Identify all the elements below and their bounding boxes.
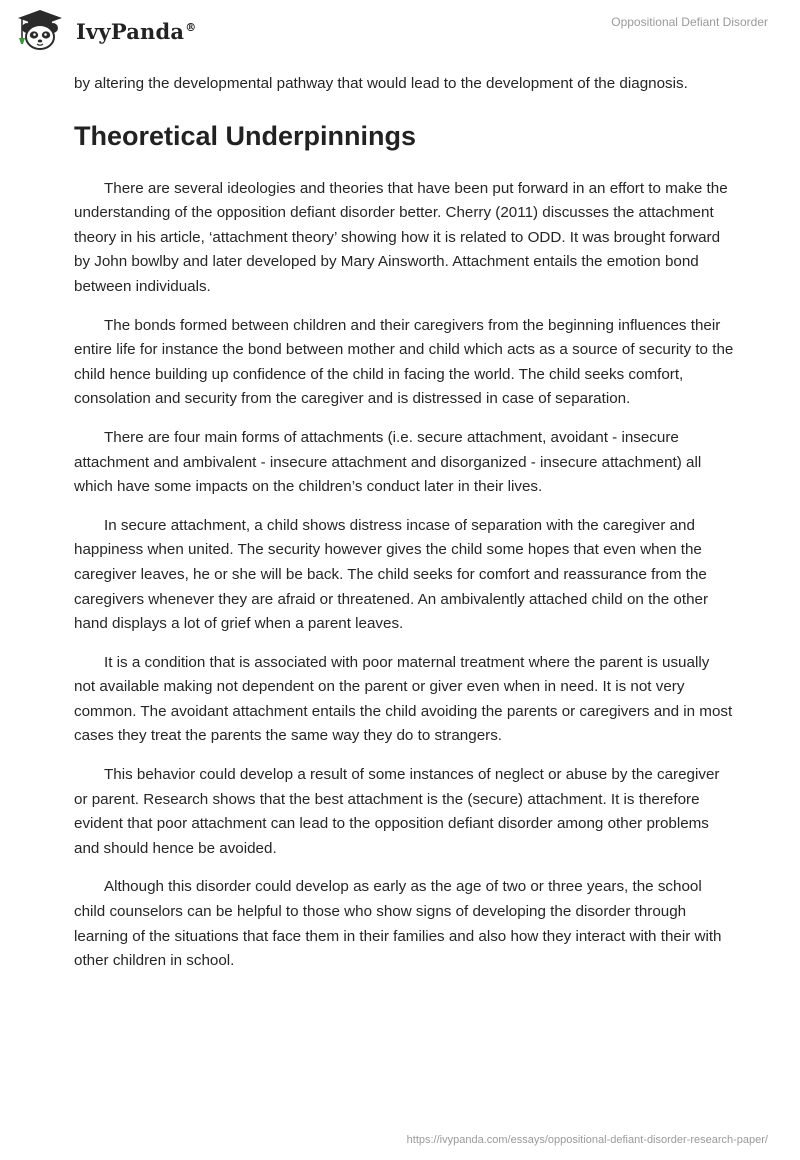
body-paragraph: It is a condition that is associated with poor maternal treatment where the parent is usually not available making not dependent on the parent or giver even when in need. It is not very common. The avoidant attachment entails the child avoiding the parents or caregivers and in most cases they treat the parents the same way they do to strangers.: [74, 653, 733, 745]
brand-name: IvyPanda®: [76, 18, 197, 44]
document-title: Oppositional Defiant Disorder: [611, 15, 768, 29]
brand-logo[interactable]: [14, 8, 196, 52]
registered-mark: ®: [185, 20, 197, 34]
intro-paragraph: by altering the developmental pathway that would lead to the development of the diagnosis.: [74, 75, 688, 92]
body-paragraph: There are several ideologies and theories that have been put forward in an effort to make the understanding of the opposition defiant disorder better. Cherry (2011) discusses the attachment theory in his article, ‘attachment theory’ showing how it is related to ODD. It was brought forward by John bowlby and later developed by Mary Ainsworth. Attachment entails the emotion bond between individuals.: [74, 179, 728, 295]
panda-logo-icon: [14, 8, 66, 52]
body-paragraph: This behavior could develop a result of some instances of neglect or abuse by the caregiver or parent. Research shows that the best attachment is the (secure) attachment. It is therefore evident that poor attachment can lead to the opposition defiant disorder among other problems and should hence be avoided.: [74, 766, 720, 857]
page-header: [0, 0, 800, 64]
section-heading: Theoretical Underpinnings: [74, 120, 417, 151]
body-paragraph: The bonds formed between children and their caregivers from the beginning influences their entire life for instance the bond between mother and child which acts as a source of security to the child hence building up confidence of the child in facing the world. The child seeks comfort, consolation and security from the caregiver and is distressed in case of separation.: [74, 316, 734, 408]
body-paragraph: In secure attachment, a child shows distress incase of separation with the caregiver and happiness when united. The security however gives the child some hopes that even when the caregiver leaves, he or she will be back. The child seeks for comfort and reassurance from the caregivers whenever they are afraid or threatened. An ambivalently attached child on the other hand displays a lot of grief when a parent leaves.: [74, 516, 709, 633]
article-body: [74, 72, 734, 988]
body-paragraph: Although this disorder could develop as early as the age of two or three years, the school child counselors can be helpful to those who show signs of developing the disorder through learning of the situations that face them in their families and also how they interact with their with other children in school.: [74, 878, 722, 970]
source-url-link[interactable]: https://ivypanda.com/essays/oppositional-defiant-disorder-research-paper/: [406, 1134, 768, 1146]
body-paragraph: There are four main forms of attachments (i.e. secure attachment, avoidant - insecure attachment and ambivalent - insecure attachment and disorganized - insecure attachment) all which have some impacts on the children’s conduct later in their lives.: [74, 428, 702, 496]
